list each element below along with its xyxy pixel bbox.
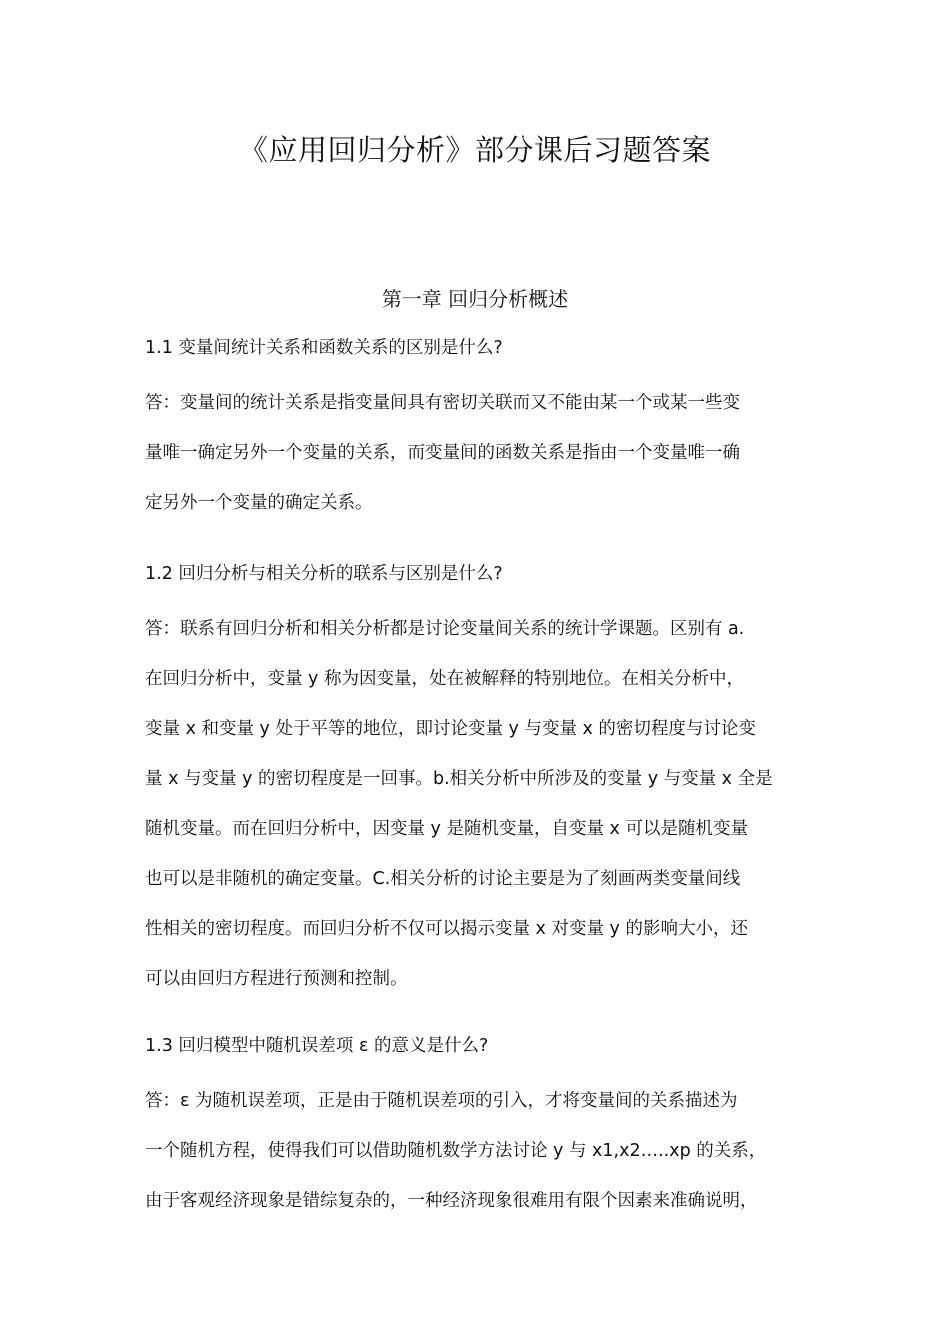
answer-line: 在回归分析中，变量 y 称为因变量，处在被解释的特别地位。在相关分析中， [145,669,744,689]
qa-section-1-3 [145,1031,810,1226]
answer-line: 答：联系有回归分析和相关分析都是讨论变量间关系的统计学课题。区别有 a. [145,619,745,639]
answer-line: 性相关的密切程度。而回归分析不仅可以揭示变量 x 对变量 y 的影响大小，还 [145,919,748,939]
question-text: 1.3 回归模型中随机误差项 ε 的意义是什么? [145,1036,489,1056]
answer-block [145,1076,810,1226]
answer-line: 量唯一确定另外一个变量的关系，而变量间的函数关系是指由一个变量唯一确 [145,443,740,463]
qa-section-1-1 [145,333,810,528]
answer-line: 量 x 与变量 y 的密切程度是一回事。b.相关分析中所涉及的变量 y 与变量 x 全是 [145,769,773,789]
answer-block [145,378,810,528]
answer-line: 也可以是非随机的确定变量。C.相关分析的讨论主要是为了刻画两类变量间线 [145,869,741,889]
chapter-heading: 第一章 回归分析概述 [381,287,569,311]
answer-line: 答：ε 为随机误差项，正是由于随机误差项的引入，才将变量间的关系描述为 [145,1091,738,1111]
answer-line: 一个随机方程，使得我们可以借助随机数学方法讨论 y 与 x1,x2…..xp 的关系， [145,1141,767,1161]
answer-line: 变量 x 和变量 y 处于平等的地位，即讨论变量 y 与变量 x 的密切程度与讨论变 [145,719,756,739]
answer-line: 可以由回归方程进行预测和控制。 [145,969,408,989]
answer-line: 由于客观经济现象是错综复杂的，一种经济现象很难用有限个因素来准确说明， [145,1191,758,1211]
document-title: 《应用回归分析》部分课后习题答案 [238,133,711,167]
question-text: 1.1 变量间统计关系和函数关系的区别是什么? [145,338,503,358]
answer-line: 定另外一个变量的确定关系。 [145,493,373,513]
qa-section-1-2 [145,559,810,1004]
answer-block [145,604,810,1004]
answer-line: 随机变量。而在回归分析中，因变量 y 是随机变量，自变量 x 可以是随机变量 [145,819,748,839]
question-text: 1.2 回归分析与相关分析的联系与区别是什么? [145,564,503,584]
answer-line: 答：变量间的统计关系是指变量间具有密切关联而又不能由某一个或某一些变 [145,393,740,413]
